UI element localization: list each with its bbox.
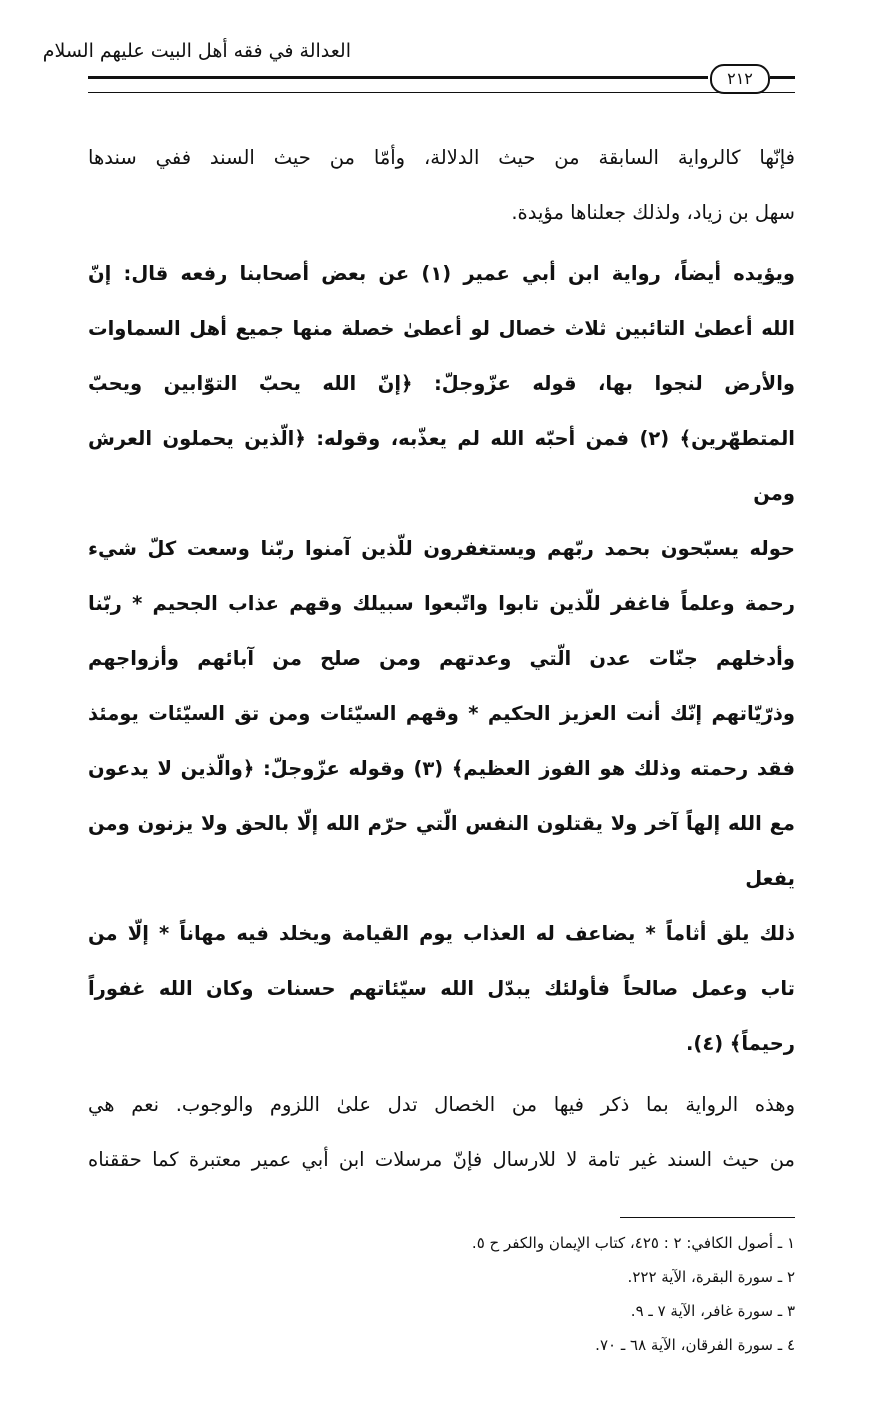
book-title: العدالة في فقه أهل البيت عليهم السلام: [42, 40, 351, 62]
text-line: والأرض لنجوا بها، قوله عزّوجلّ: ﴿إنّ الله يحبّ التوّابين ويحبّ: [88, 372, 795, 395]
running-header: [0, 0, 881, 130]
text-line: رحمة وعلماً فاغفر للّذين تابوا واتّبعوا سبيلك وقهم عذاب الجحيم * ربّنا: [88, 592, 795, 615]
text-line: فإنّها كالرواية السابقة من حيث الدلالة، وأمّا من حيث السند ففي سندها: [88, 146, 795, 169]
body-text: [88, 130, 795, 1187]
text-line: وأدخلهم جنّات عدن الّتي وعدتهم ومن صلح من آبائهم وأزواجهم: [88, 647, 795, 670]
text-line: وذرّيّاتهم إنّك أنت العزيز الحكيم * وقهم السيّئات ومن تق السيّئات يومئذ: [88, 702, 795, 725]
header-rule: [88, 76, 708, 79]
text-line: وهذه الرواية بما ذكر فيها من الخصال تدل علىٰ اللزوم والوجوب. نعم هي: [88, 1093, 795, 1116]
text-line: الله أعطىٰ التائبين ثلاث خصال لو أعطىٰ خصلة منها جميع أهل السماوات: [88, 317, 795, 340]
text-line: ويؤيده أيضاً، رواية ابن أبي عمير (١) عن بعض أصحابنا رفعه قال: إنّ: [88, 262, 796, 285]
text-line: فقد رحمته وذلك هو الفوز العظيم﴾ (٣) وقوله عزّوجلّ: ﴿والّذين لا يدعون: [88, 757, 795, 780]
text-line: ذلك يلق أثاماً * يضاعف له العذاب يوم القيامة ويخلد فيه مهاناً * إلّا من: [88, 922, 795, 945]
text-line: من حيث السند غير تامة لا للارسال فإنّ مرسلات ابن أبي عمير معتبرة كما حققناه: [88, 1148, 795, 1171]
header-rule-right: [770, 76, 795, 79]
page-number: ٢١٢: [710, 64, 770, 94]
text-line: تاب وعمل صالحاً فأولئك يبدّل الله سيّئاتهم حسنات وكان الله غفوراً: [88, 977, 795, 1000]
header-rule-thin: [88, 92, 795, 93]
text-line: حوله يسبّحون بحمد ربّهم ويستغفرون للّذين آمنوا ربّنا وسعت كلّ شيء: [88, 537, 795, 560]
text-line: مع الله إلهاً آخر ولا يقتلون النفس الّتي حرّم الله إلّا بالحق ولا يزنون ومن يفعل: [88, 812, 795, 890]
text-line: رحيماً﴾ (٤).: [686, 1032, 795, 1055]
footnotes: [88, 1226, 795, 1362]
footnote: ٣ ـ سورة غافر، الآية ٧ ـ ٩.: [630, 1302, 795, 1320]
footnote: ٢ ـ سورة البقرة، الآية ٢٢٢.: [627, 1268, 795, 1286]
footnote-rule: [620, 1217, 795, 1218]
text-line: المتطهّرين﴾ (٢) فمن أحبّه الله لم يعذّبه، وقوله: ﴿الّذين يحملون العرش ومن: [88, 427, 795, 505]
footnote: ١ ـ أصول الكافي: ٢ : ٤٢٥، كتاب الإيمان والكفر ح ٥.: [471, 1234, 795, 1252]
footnote: ٤ ـ سورة الفرقان، الآية ٦٨ ـ ٧٠.: [595, 1336, 795, 1354]
text-line: سهل بن زياد، ولذلك جعلناها مؤيدة.: [511, 201, 795, 224]
